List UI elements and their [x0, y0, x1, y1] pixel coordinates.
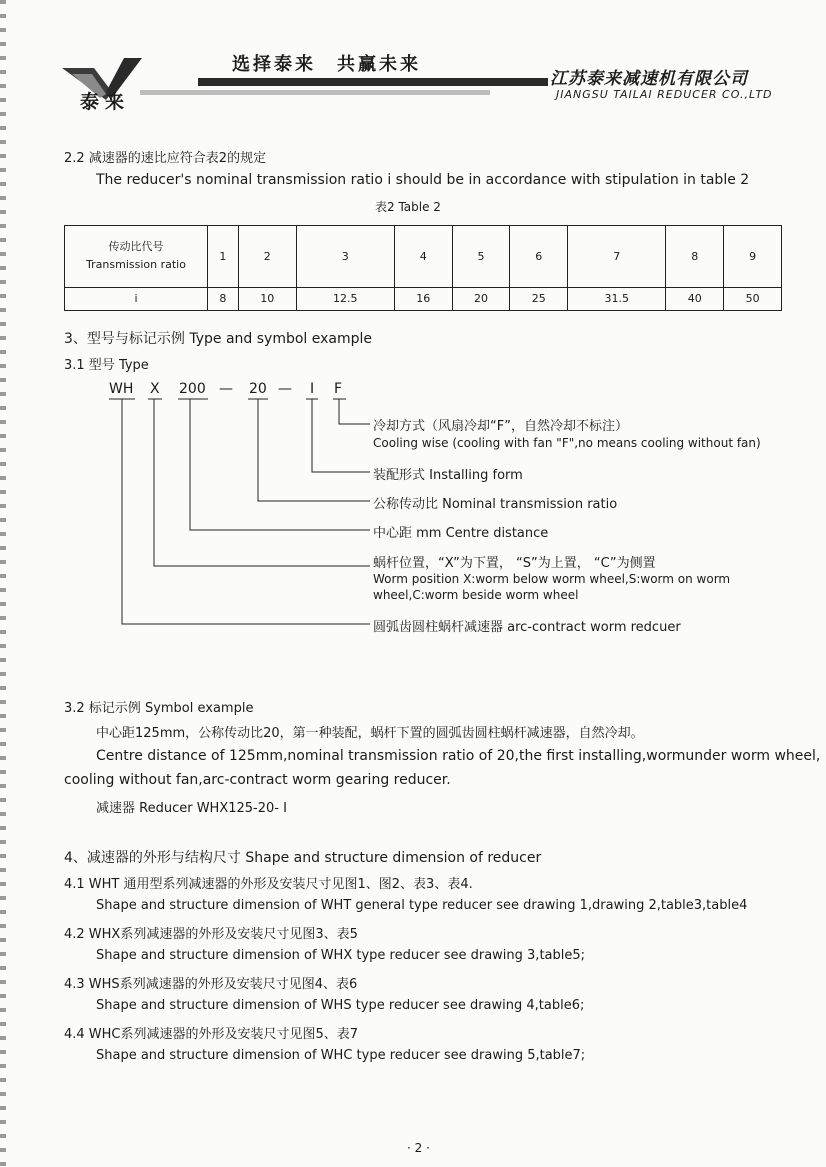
section-4-2-en: Shape and structure dimension of WHX type reducer see drawing 3,table5; [96, 948, 586, 963]
table-cell: 5 [452, 226, 510, 288]
table-cell: 8 [666, 226, 724, 288]
table-cell: 20 [452, 287, 510, 310]
section-3-2-cn: 中心距125mm，公称传动比20，第一种装配，蜗杆下置的圆弧齿圆柱蜗杆减速器，自然冷却。 [96, 726, 644, 741]
table-cell: 9 [724, 226, 782, 288]
header-cn: 传动比代号 [108, 240, 164, 254]
section-4-heading: 4、减速器的外形与结构尺寸 Shape and structure dimension of reducer [64, 850, 542, 866]
table-cell: 31.5 [568, 287, 666, 310]
section-4-2-cn: 4.2 WHX系列减速器的外形及安装尺寸见图3、表5 [64, 927, 358, 942]
section-2-2-heading: 2.2 减速器的速比应符合表2的规定 [64, 151, 267, 166]
callout-ratio: 公称传动比 Nominal transmission ratio [373, 497, 618, 512]
section-3-1-heading: 3.1 型号 Type [64, 358, 149, 373]
code-dash: — [278, 381, 292, 397]
table-cell: 8 [208, 287, 239, 310]
section-3-heading: 3、型号与标记示例 Type and symbol example [64, 331, 373, 347]
callout-worm-cn: 蜗杆位置，“X”为下置， “S”为上置， “C”为侧置 [373, 556, 656, 571]
company-name-cn: 江苏泰来减速机有限公司 [550, 69, 748, 89]
table-cell: 50 [724, 287, 782, 310]
page-number: · 2 · [407, 1141, 430, 1155]
table-cell: 1 [208, 226, 239, 288]
callout-cooling-en: Cooling wise (cooling with fan "F",no means cooling without fan) [373, 436, 761, 450]
callout-arc: 圆弧齿圆柱蜗杆减速器 arc-contract worm redcuer [373, 620, 681, 635]
callout-centre: 中心距 mm Centre distance [373, 526, 549, 541]
table-cell: 25 [510, 287, 568, 310]
section-3-2-en: Centre distance of 125mm,nominal transmission ratio of 20,the first installing,wormunder worm wheel, [96, 748, 821, 764]
callout-install: 装配形式 Installing form [373, 468, 523, 483]
logo-text: 泰来 [80, 91, 131, 113]
section-3-2-en: cooling without fan,arc-contract worm gearing reducer. [64, 772, 451, 788]
code-dash: — [219, 381, 233, 397]
section-4-1-cn: 4.1 WHT 通用型系列减速器的外形及安装尺寸见图1、图2、表3、表4. [64, 877, 473, 892]
code-centre: 200 [179, 381, 206, 397]
section-3-2-heading: 3.2 标记示例 Symbol example [64, 701, 254, 716]
callout-cooling-cn: 冷却方式（风扇冷却“F”，自然冷却不标注） [373, 419, 628, 434]
callout-worm-en: wheel,C:worm beside worm wheel [373, 588, 579, 602]
header-slogan: 选择泰来 共赢未来 [232, 54, 421, 75]
section-4-3-cn: 4.3 WHS系列减速器的外形及安装尺寸见图4、表6 [64, 977, 358, 992]
code-x: X [150, 381, 160, 397]
code-cooling: F [334, 381, 343, 397]
section-4-1-en: Shape and structure dimension of WHT general type reducer see drawing 1,drawing 2,table3,table4 [96, 898, 748, 913]
table-cell: 12.5 [296, 287, 394, 310]
table-cell: 10 [238, 287, 296, 310]
section-4-4-en: Shape and structure dimension of WHC type reducer see drawing 5,table7; [96, 1048, 586, 1063]
table-cell: 40 [666, 287, 724, 310]
table-cell: 2 [238, 226, 296, 288]
table-cell: 7 [568, 226, 666, 288]
table-cell: 4 [394, 226, 452, 288]
code-install: I [310, 381, 315, 397]
section-4-4-cn: 4.4 WHC系列减速器的外形及安装尺寸见图5、表7 [64, 1027, 359, 1042]
table-row-label: i [65, 287, 208, 310]
callout-worm-en: Worm position X:worm below worm wheel,S:worm on worm [373, 572, 731, 586]
company-name-en: JIANGSU TAILAI REDUCER CO.,LTD [556, 88, 773, 101]
table-cell: 16 [394, 287, 452, 310]
code-wh: WH [109, 381, 134, 397]
table-cell: 6 [510, 226, 568, 288]
table-cell: 3 [296, 226, 394, 288]
table-2-caption: 表2 Table 2 [375, 200, 441, 214]
symbol-example: 减速器 Reducer WHX125-20- I [96, 801, 287, 816]
code-ratio: 20 [249, 381, 267, 397]
section-4-3-en: Shape and structure dimension of WHS type reducer see drawing 4,table6; [96, 998, 585, 1013]
header-en: Transmission ratio [86, 258, 186, 272]
section-2-2-text: The reducer's nominal transmission ratio i should be in accordance with stipulation in table 2 [96, 172, 750, 188]
